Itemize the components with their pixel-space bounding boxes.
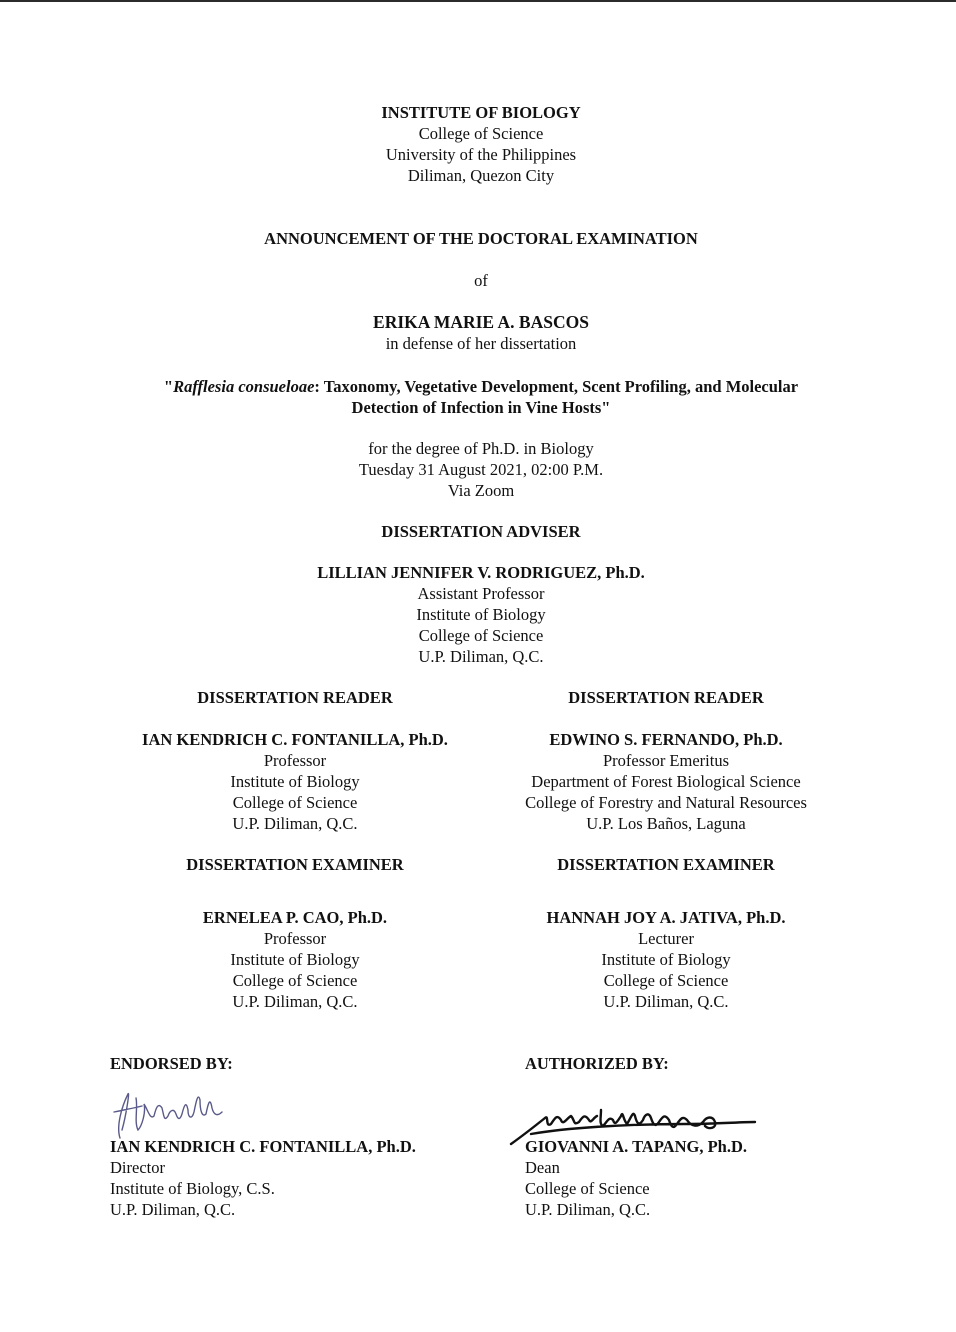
adviser-heading: DISSERTATION ADVISER xyxy=(381,522,581,541)
reader-detail: U.P. Diliman, Q.C. xyxy=(232,814,358,833)
dissertation-title-line-1 xyxy=(0,376,956,397)
reader-heading: DISSERTATION READER xyxy=(197,688,393,707)
candidate-name: ERIKA MARIE A. BASCOS xyxy=(373,312,589,332)
dissertation-title-line-2: Detection of Infection in Vine Hosts" xyxy=(351,398,611,417)
reader-name: EDWINO S. FERNANDO, Ph.D. xyxy=(549,730,783,749)
endorsed-heading: ENDORSED BY: xyxy=(110,1054,233,1073)
examiner-heading: DISSERTATION EXAMINER xyxy=(186,855,404,874)
reader-detail: U.P. Los Baños, Laguna xyxy=(586,814,746,833)
authorizer-detail: College of Science xyxy=(525,1179,650,1198)
authorized-heading: AUTHORIZED BY: xyxy=(525,1054,669,1073)
examiner-name: HANNAH JOY A. JATIVA, Ph.D. xyxy=(546,908,786,927)
reader-heading: DISSERTATION READER xyxy=(568,688,764,707)
authorizer-detail: U.P. Diliman, Q.C. xyxy=(525,1200,651,1219)
examiner-right xyxy=(456,854,876,1012)
reader-name: IAN KENDRICH C. FONTANILLA, Ph.D. xyxy=(142,730,448,749)
reader-detail: Professor Emeritus xyxy=(602,751,730,770)
examiner-detail: U.P. Diliman, Q.C. xyxy=(603,992,729,1011)
reader-detail: Institute of Biology xyxy=(230,772,360,791)
university-name: University of the Philippines xyxy=(385,145,577,164)
candidate-block xyxy=(0,312,956,354)
endorsed-block xyxy=(110,1053,530,1074)
endorser-detail: U.P. Diliman, Q.C. xyxy=(110,1200,236,1219)
announcement-title: ANNOUNCEMENT OF THE DOCTORAL EXAMINATION xyxy=(264,229,698,248)
title-rest-1: : Taxonomy, Vegetative Development, Scent Profiling, and Molecular xyxy=(314,377,799,396)
adviser-detail: Assistant Professor xyxy=(417,584,545,603)
endorser-details xyxy=(110,1136,530,1220)
college-name: College of Science xyxy=(418,124,544,143)
of-line-block xyxy=(0,270,956,291)
examiner-detail: College of Science xyxy=(232,971,358,990)
authorizer-detail: Dean xyxy=(525,1158,560,1177)
dissertation-title xyxy=(0,376,956,418)
adviser-block xyxy=(0,562,956,667)
examiner-heading: DISSERTATION EXAMINER xyxy=(557,855,775,874)
endorser-name: IAN KENDRICH C. FONTANILLA, Ph.D. xyxy=(110,1137,416,1156)
of-text: of xyxy=(474,271,488,290)
examiner-detail: College of Science xyxy=(603,971,729,990)
datetime-line: Tuesday 31 August 2021, 02:00 P.M. xyxy=(358,460,604,479)
authorizer-name: GIOVANNI A. TAPANG, Ph.D. xyxy=(525,1137,748,1156)
reader-detail: College of Forestry and Natural Resources xyxy=(525,793,807,812)
examiner-name: ERNELEA P. CAO, Ph.D. xyxy=(202,908,388,927)
title-italic-species: Rafflesia consueloae xyxy=(173,377,315,396)
reader-detail: Professor xyxy=(263,751,327,770)
adviser-heading-block xyxy=(0,521,956,542)
reader-detail: College of Science xyxy=(232,793,358,812)
adviser-detail: Institute of Biology xyxy=(416,605,546,624)
endorser-detail: Institute of Biology, C.S. xyxy=(110,1179,275,1198)
title-quote-open: " xyxy=(163,377,174,396)
institute-name: INSTITUTE OF BIOLOGY xyxy=(381,103,581,122)
page-top-border xyxy=(0,0,956,2)
defense-line: in defense of her dissertation xyxy=(385,334,577,353)
degree-line: for the degree of Ph.D. in Biology xyxy=(368,439,594,458)
examiner-detail: Lecturer xyxy=(638,929,694,948)
examiner-detail: Institute of Biology xyxy=(601,950,731,969)
adviser-name: LILLIAN JENNIFER V. RODRIGUEZ, Ph.D. xyxy=(317,563,645,582)
examiner-detail: Professor xyxy=(263,929,327,948)
examiner-left xyxy=(85,854,505,1012)
venue-line: Via Zoom xyxy=(447,481,515,500)
exam-details xyxy=(0,438,956,501)
examiner-detail: Institute of Biology xyxy=(230,950,360,969)
adviser-detail: College of Science xyxy=(418,626,544,645)
examiner-detail: U.P. Diliman, Q.C. xyxy=(232,992,358,1011)
location: Diliman, Quezon City xyxy=(407,166,555,185)
adviser-detail: U.P. Diliman, Q.C. xyxy=(418,647,544,666)
institution-header xyxy=(0,102,956,186)
reader-left xyxy=(85,687,505,834)
authorizer-signature xyxy=(505,1104,765,1150)
authorized-block xyxy=(525,1053,945,1074)
announcement-title-block xyxy=(0,228,956,249)
endorser-detail: Director xyxy=(110,1158,165,1177)
reader-detail: Department of Forest Biological Science xyxy=(531,772,801,791)
reader-right xyxy=(456,687,876,834)
